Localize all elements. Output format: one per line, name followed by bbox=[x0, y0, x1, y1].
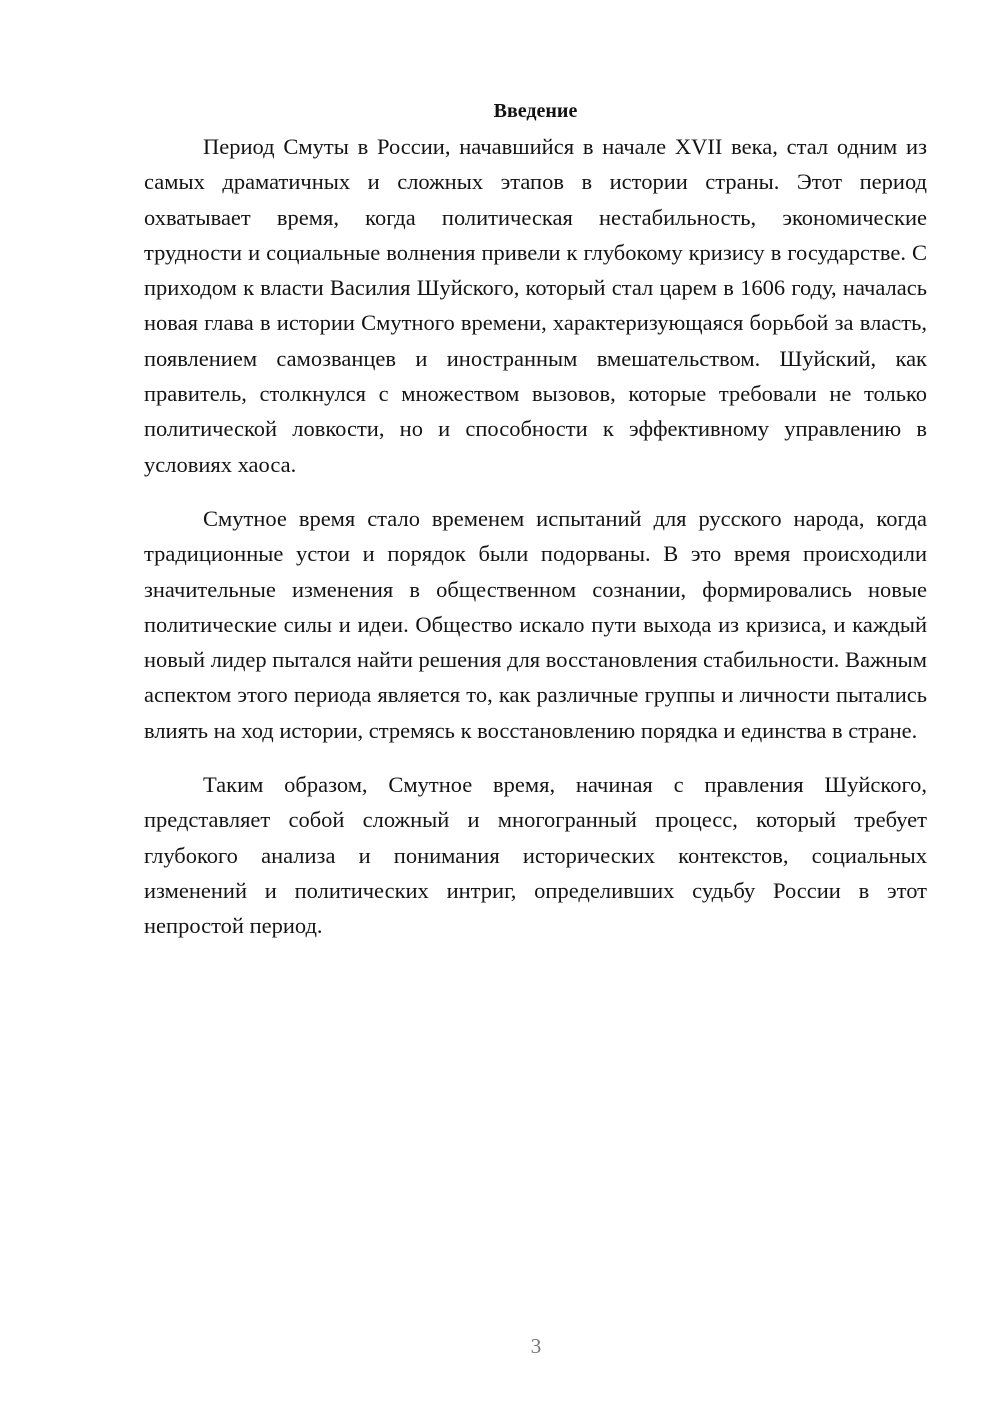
paragraph-3: Таким образом, Смутное время, начиная с правления Шуйского, представляет собой сложный и многогранный процесс, который требует глубокого анализа и понимания исторических контекстов, социальных изменений и политических интриг, определивших судьбу России в этот непростой период. bbox=[144, 772, 927, 939]
paragraph-1: Период Смуты в России, начавшийся в начале XVII века, стал одним из самых драматичных и сложных этапов в истории страны. Этот период охватывает время, когда политическая нестабильность, экономические трудности и социальные волнения привели к глубокому кризису в государстве. С приходом к власти Василия Шуйского, который стал царем в 1606 году, началась новая глава в истории Смутного времени, характеризующаяся борьбой за власть, появлением самозванцев и иностранным вмешательством. Шуйский, как правитель, столкнулся с множеством вызовов, которые требовали не только политической ловкости, но и способности к эффективному управлению в условиях хаоса. bbox=[144, 134, 927, 477]
section-heading: Введение bbox=[493, 100, 578, 122]
paragraph-2: Смутное время стало временем испытаний для русского народа, когда традиционные устои и порядок были подорваны. В это время происходили значительные изменения в общественном сознании, формировались новые политические силы и идеи. Общество искало пути выхода из кризиса, и каждый новый лидер пытался найти решения для восстановления стабильности. Важным аспектом этого периода является то, как различные группы и личности пытались влиять на ход истории, стремясь к восстановлению порядка и единства в стране. bbox=[144, 505, 927, 743]
page-content bbox=[144, 93, 927, 944]
page-number: 3 bbox=[530, 1334, 542, 1358]
